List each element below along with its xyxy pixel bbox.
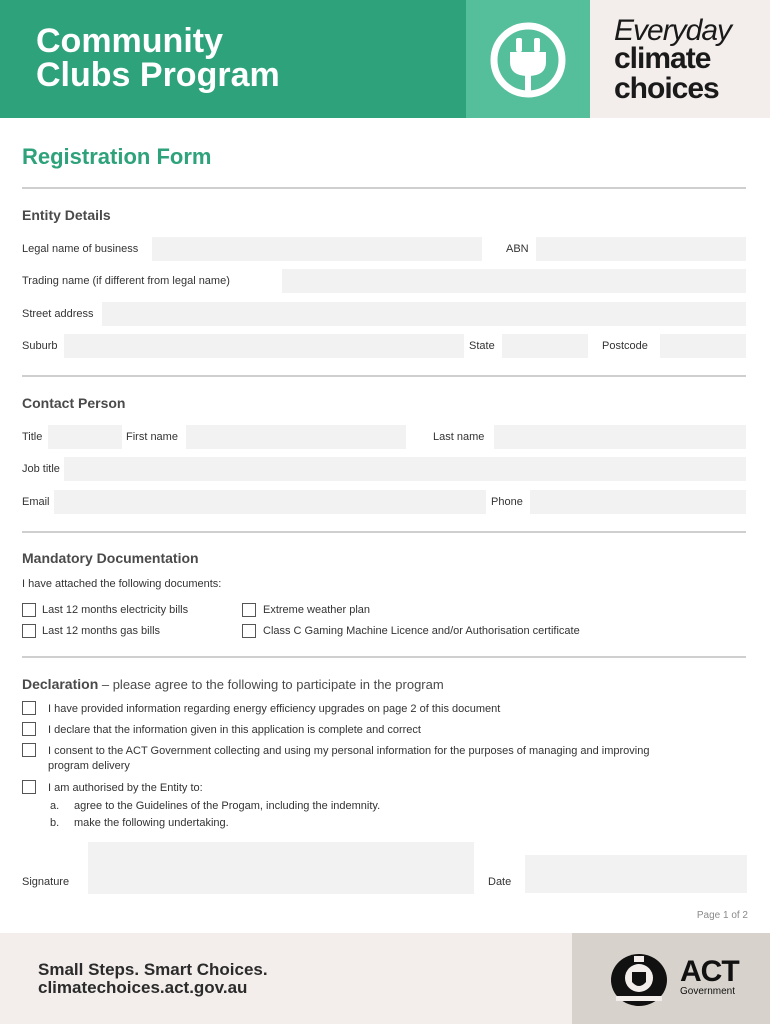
consent-checkbox[interactable] — [22, 743, 36, 757]
extreme-weather-plan-checkbox[interactable] — [242, 603, 256, 617]
sub-item-a-marker: a. — [50, 800, 60, 812]
phone-field[interactable] — [530, 490, 746, 514]
first-name-label: First name — [126, 431, 178, 443]
signature-label: Signature — [22, 876, 70, 888]
gas-bills-label: Last 12 months gas bills — [42, 625, 161, 637]
title-field[interactable] — [48, 425, 122, 449]
consent-label-line2: program delivery — [48, 760, 130, 772]
postcode-field[interactable] — [660, 334, 746, 358]
first-name-field[interactable] — [186, 425, 406, 449]
consent-label-line1: I consent to the ACT Government collecting and using my personal information for the purposes of managing and improving — [48, 745, 650, 757]
gaming-licence-checkbox[interactable] — [242, 624, 256, 638]
divider — [22, 375, 746, 377]
abn-label: ABN — [506, 243, 529, 255]
street-address-field[interactable] — [102, 302, 746, 326]
electricity-bills-label: Last 12 months electricity bills — [42, 604, 189, 616]
postcode-label: Postcode — [602, 340, 648, 352]
gas-bills-checkbox[interactable] — [22, 624, 36, 638]
act-label: ACT — [680, 955, 739, 988]
authorised-label: I am authorised by the Entity to: — [48, 782, 203, 794]
brand-line-3: choices — [614, 72, 719, 105]
entity-details-heading: Entity Details — [22, 207, 111, 223]
energy-efficiency-checkbox[interactable] — [22, 701, 36, 715]
footer-slogan: Small Steps. Smart Choices. — [38, 960, 268, 979]
program-title-line1: Community — [36, 22, 223, 60]
trading-name-label: Trading name (if different from legal name) — [22, 275, 230, 287]
divider — [22, 656, 746, 658]
footer-website-link[interactable]: climatechoices.act.gov.au — [38, 978, 248, 997]
contact-person-heading: Contact Person — [22, 395, 126, 411]
divider — [22, 531, 746, 533]
brand-line-1: Everyday — [614, 14, 732, 47]
act-coat-of-arms-icon — [606, 948, 672, 1008]
street-address-label: Street address — [22, 308, 94, 320]
declaration-subtitle: – please agree to the following to participate in the program — [98, 677, 444, 692]
documentation-intro: I have attached the following documents: — [22, 578, 222, 590]
program-title — [36, 24, 280, 92]
legal-name-field[interactable] — [152, 237, 482, 261]
email-label: Email — [22, 496, 50, 508]
gaming-licence-label: Class C Gaming Machine Licence and/or Authorisation certificate — [263, 625, 580, 637]
power-plug-icon — [466, 0, 590, 118]
suburb-label: Suburb — [22, 340, 58, 352]
date-label: Date — [488, 876, 512, 888]
suburb-field[interactable] — [64, 334, 464, 358]
last-name-field[interactable] — [494, 425, 746, 449]
signature-field[interactable] — [88, 842, 474, 894]
information-correct-checkbox[interactable] — [22, 722, 36, 736]
mandatory-documentation-heading: Mandatory Documentation — [22, 550, 199, 566]
title-label: Title — [22, 431, 43, 443]
declaration-title: Declaration — [22, 676, 99, 692]
electricity-bills-checkbox[interactable] — [22, 603, 36, 617]
sub-item-b-text: make the following undertaking. — [74, 817, 229, 829]
page-number: Page 1 of 2 — [696, 910, 748, 921]
sub-item-a-text: agree to the Guidelines of the Progam, including the indemnity. — [74, 800, 381, 812]
authorised-checkbox[interactable] — [22, 780, 36, 794]
brand-line-2: climate — [614, 42, 711, 75]
abn-field[interactable] — [536, 237, 746, 261]
energy-efficiency-label: I have provided information regarding energy efficiency upgrades on page 2 of this document — [48, 703, 501, 715]
form-title: Registration Form — [22, 144, 212, 169]
job-title-field[interactable] — [64, 457, 746, 481]
state-field[interactable] — [502, 334, 588, 358]
job-title-label: Job title — [22, 463, 60, 475]
program-title-line2: Clubs Program — [36, 56, 280, 94]
declaration-heading — [22, 676, 444, 692]
legal-name-label: Legal name of business — [22, 243, 139, 255]
trading-name-field[interactable] — [282, 269, 746, 293]
information-correct-label: I declare that the information given in this application is complete and correct — [48, 724, 421, 736]
divider — [22, 187, 746, 189]
state-label: State — [469, 340, 495, 352]
email-field[interactable] — [54, 490, 486, 514]
date-field[interactable] — [525, 855, 747, 893]
everyday-climate-choices-logo — [590, 0, 770, 118]
last-name-label: Last name — [433, 431, 485, 443]
government-label: Government — [680, 986, 736, 997]
extreme-weather-plan-label: Extreme weather plan — [263, 604, 370, 616]
phone-label: Phone — [491, 496, 523, 508]
sub-item-b-marker: b. — [50, 817, 60, 829]
